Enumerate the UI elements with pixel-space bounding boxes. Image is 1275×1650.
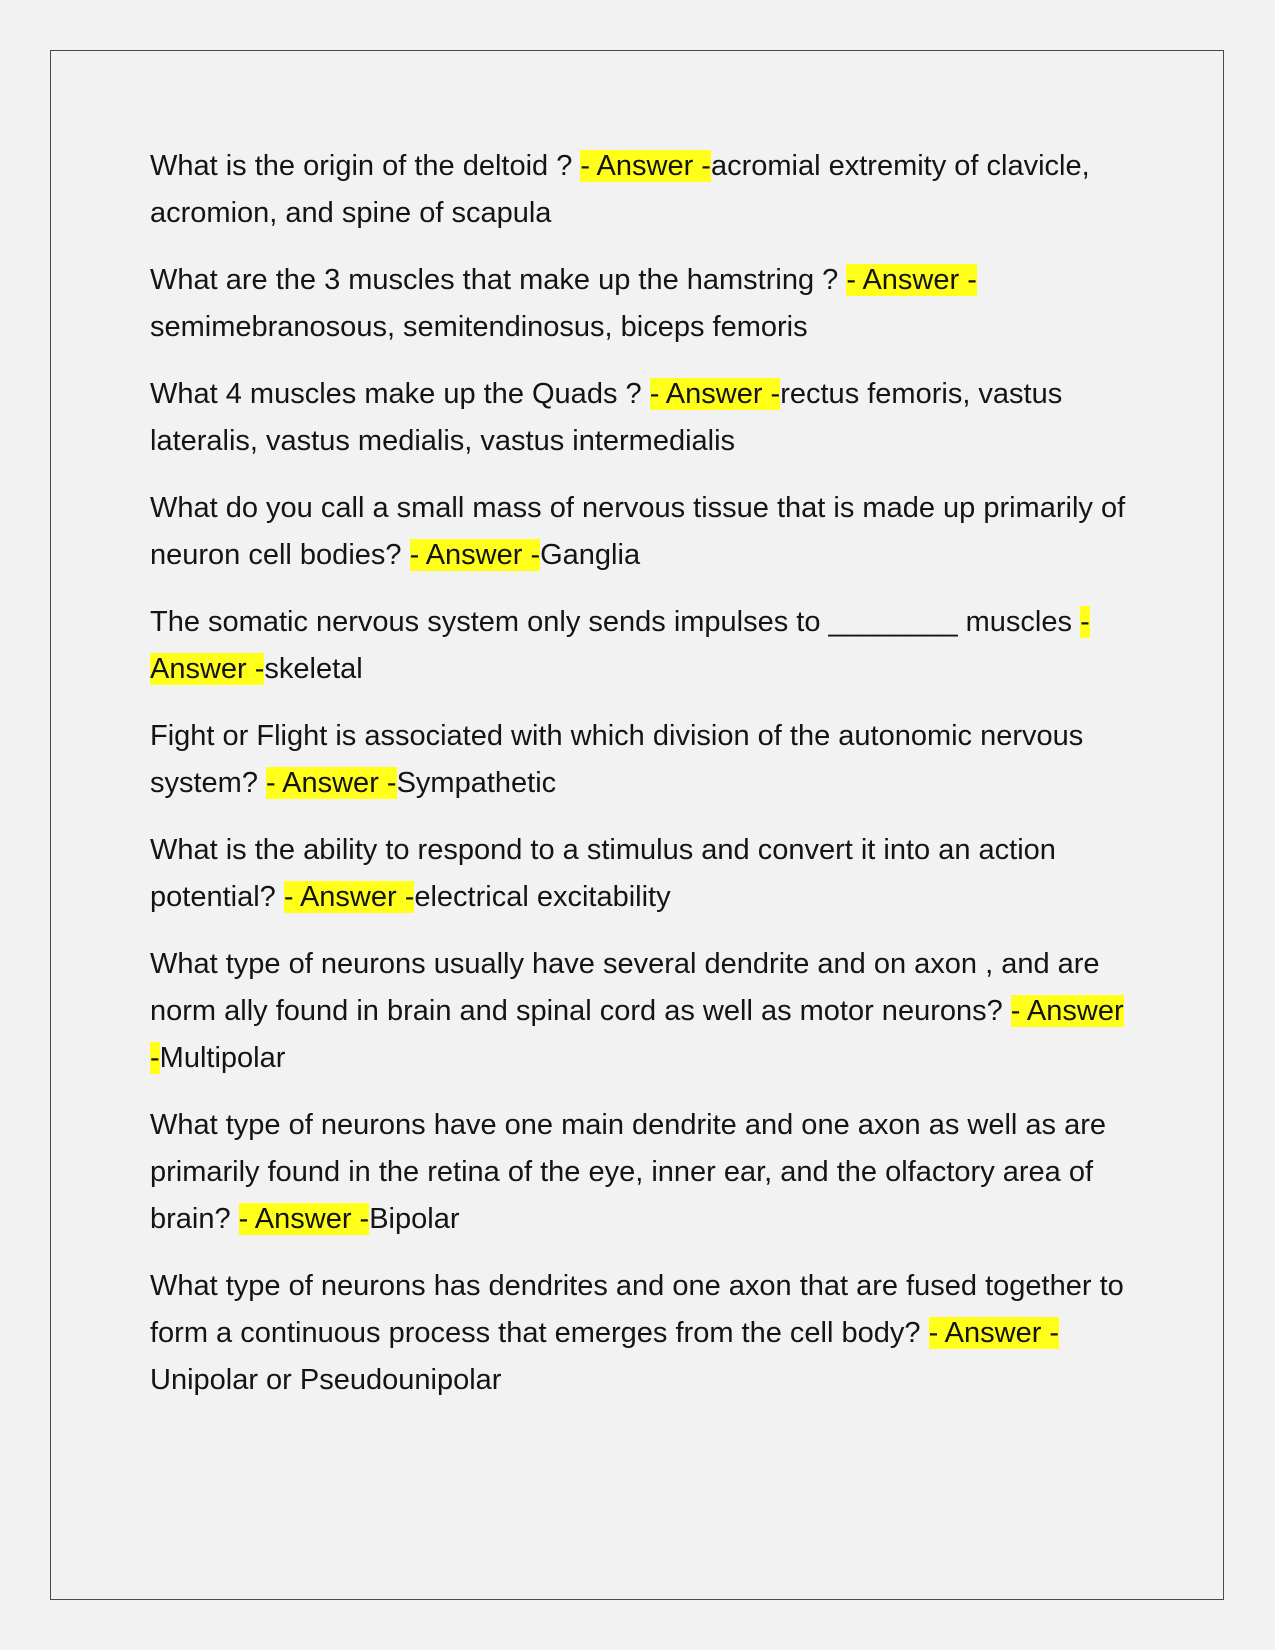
question-text: What type of neurons has dendrites and one axon that are fused together to form a continuous process that emerges from the cell body? bbox=[150, 1270, 1124, 1349]
question-text: Fight or Flight is associated with which division of the autonomic nervous system? bbox=[150, 720, 1084, 799]
answer-marker: - Answer - bbox=[649, 378, 781, 410]
answer-marker: - Answer - bbox=[928, 1317, 1060, 1349]
question-text: What 4 muscles make up the Quads ? bbox=[150, 378, 650, 410]
qa-item bbox=[150, 143, 1140, 237]
answer-text: Unipolar or Pseudounipolar bbox=[150, 1364, 502, 1396]
answer-marker: - Answer - bbox=[409, 539, 541, 571]
question-text: What type of neurons usually have several dendrite and on axon , and are norm ally found in brain and spinal cord as well as motor neurons? bbox=[150, 948, 1100, 1027]
question-text: What are the 3 muscles that make up the hamstring ? bbox=[150, 264, 847, 296]
qa-item bbox=[150, 827, 1140, 921]
question-text: The somatic nervous system only sends impulses to ________ muscles bbox=[150, 606, 1081, 638]
qa-item bbox=[150, 941, 1140, 1082]
answer-marker: - Answer - bbox=[283, 881, 415, 913]
answer-marker: - Answer - bbox=[238, 1203, 370, 1235]
qa-item bbox=[150, 485, 1140, 579]
answer-text: Sympathetic bbox=[396, 767, 557, 799]
answer-text: acromial extremity of clavicle, acromion, and spine of scapula bbox=[150, 150, 1090, 229]
qa-item bbox=[150, 599, 1140, 693]
qa-item bbox=[150, 1263, 1140, 1404]
question-text: What is the ability to respond to a stimulus and convert it into an action potential? bbox=[150, 834, 1056, 913]
answer-marker: - Answer - bbox=[150, 995, 1124, 1074]
answer-marker: - Answer - bbox=[150, 606, 1090, 685]
qa-item bbox=[150, 371, 1140, 465]
answer-text: electrical excitability bbox=[414, 881, 671, 913]
answer-text: semimebranosous, semitendinosus, biceps femoris bbox=[150, 311, 808, 343]
qa-item bbox=[150, 257, 1140, 351]
qa-item bbox=[150, 1102, 1140, 1243]
question-text: What is the origin of the deltoid ? bbox=[150, 150, 581, 182]
answer-marker: - Answer - bbox=[846, 264, 977, 296]
answer-text: skeletal bbox=[264, 653, 363, 685]
answer-text: rectus femoris, vastus lateralis, vastus medialis, vastus intermedialis bbox=[150, 378, 1063, 457]
question-text: What do you call a small mass of nervous tissue that is made up primarily of neuron cell bodies? bbox=[150, 492, 1126, 571]
document-body bbox=[150, 143, 1140, 1424]
answer-text: Multipolar bbox=[159, 1042, 286, 1074]
answer-text: Ganglia bbox=[540, 539, 641, 571]
answer-marker: - Answer - bbox=[266, 767, 397, 799]
qa-item bbox=[150, 713, 1140, 807]
question-text: What type of neurons have one main dendrite and one axon as well as are primarily found in the retina of the eye, inner ear, and the olfactory area of brain? bbox=[150, 1109, 1106, 1235]
answer-text: Bipolar bbox=[369, 1203, 460, 1235]
answer-marker: - Answer - bbox=[580, 150, 711, 182]
